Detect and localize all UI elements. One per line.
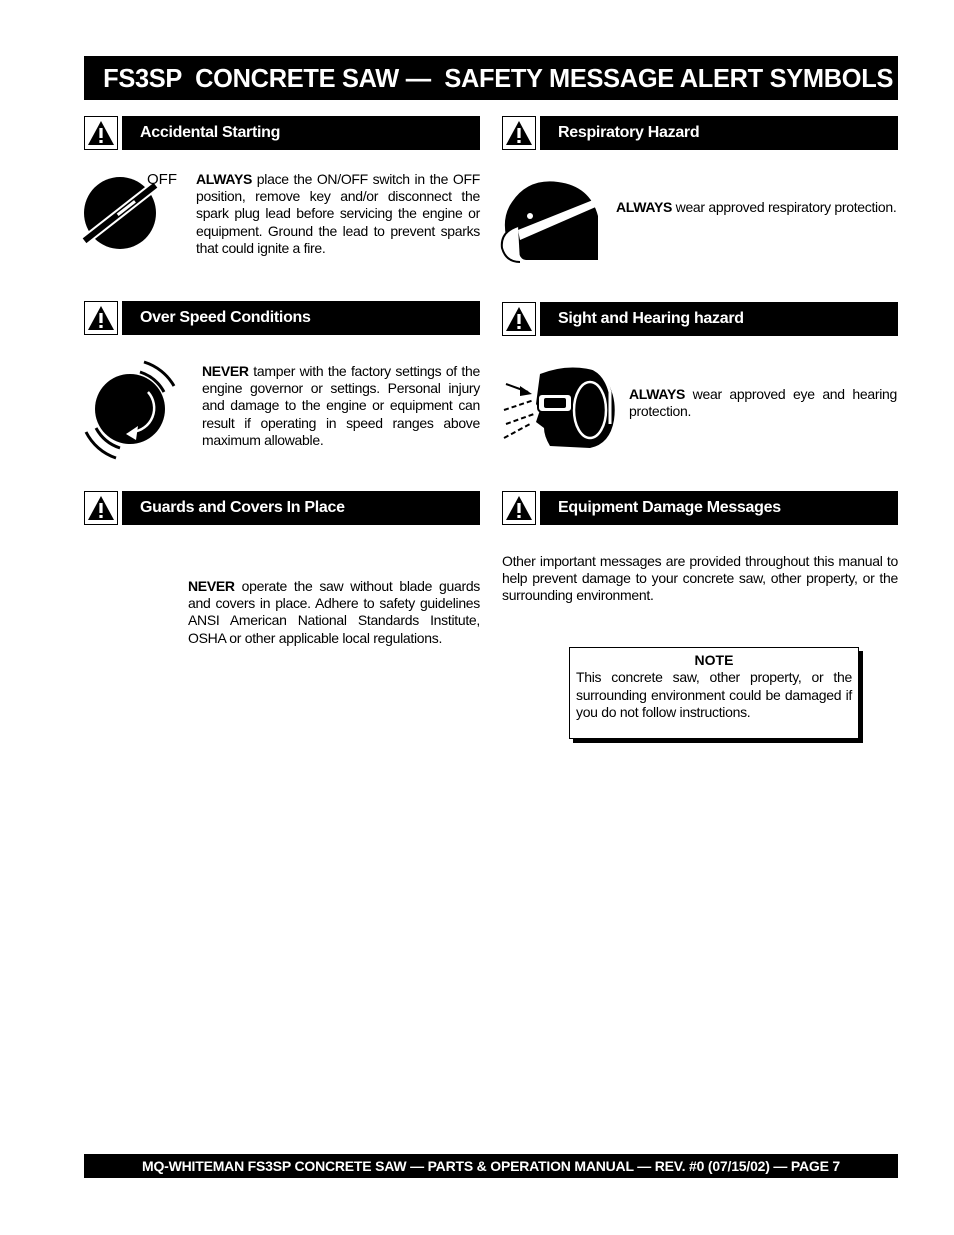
eye-ear-protection-icon: [500, 362, 620, 452]
accidental-starting-text: [196, 171, 480, 257]
section-heading: Sight and Hearing hazard: [540, 302, 898, 336]
note-box: [569, 647, 859, 739]
warning-triangle-icon: [84, 301, 118, 335]
section-header-equipment-damage: [502, 491, 898, 525]
section-heading: Respiratory Hazard: [540, 116, 898, 150]
section-heading: Guards and Covers In Place: [122, 491, 480, 525]
body-text: wear approved eye and hearing protection.: [629, 386, 897, 420]
note-body: This concrete saw, other property, or the surrounding environment could be damaged if you do not follow instructions.: [576, 669, 852, 720]
section-heading: Equipment Damage Messages: [540, 491, 898, 525]
respirator-icon: [498, 176, 604, 266]
section-header-guards-covers: [84, 491, 480, 525]
equipment-damage-text: Other important messages are provided throughout this manual to help prevent damage to your concrete saw, other property, or the surrounding environment.: [502, 553, 898, 604]
speed-dial-icon: [82, 354, 182, 462]
body-text: tamper with the factory settings of the engine governor or settings. Personal injury and damage to the engine or equipment can result if operating in speed ranges above maximum allowable.: [202, 363, 480, 448]
page-footer: MQ-WHITEMAN FS3SP CONCRETE SAW — PARTS & OPERATION MANUAL — REV. #0 (07/15/02) — PAGE 7: [84, 1154, 898, 1178]
lead-word: ALWAYS: [616, 199, 673, 215]
over-speed-text: [202, 363, 480, 449]
sight-hearing-text: [629, 386, 897, 420]
section-header-accidental-starting: [84, 116, 480, 150]
note-title: NOTE: [694, 652, 734, 668]
off-label: OFF: [147, 171, 177, 188]
section-heading: Accidental Starting: [122, 116, 480, 150]
page-title: [84, 56, 898, 100]
lead-word: NEVER: [202, 363, 249, 379]
section-header-respiratory-hazard: [502, 116, 898, 150]
body-text: wear approved respiratory protection.: [672, 199, 897, 215]
section-header-over-speed: [84, 301, 480, 335]
section-heading: Over Speed Conditions: [122, 301, 480, 335]
warning-triangle-icon: [502, 491, 536, 525]
guards-covers-text: [188, 578, 480, 647]
lead-word: ALWAYS: [629, 386, 686, 402]
section-header-sight-hearing: [502, 302, 898, 336]
lead-word: NEVER: [188, 578, 235, 594]
body-text: place the ON/OFF switch in the OFF position, remove key and/or disconnect the spark plug lead before servicing the engine or equipment. Ground the lead to prevent sparks that could ignite a fire.: [196, 171, 480, 256]
warning-triangle-icon: [502, 302, 536, 336]
body-text: operate the saw without blade guards and covers in place. Adhere to safety guidelines ANSI American National Standards Institute, OSHA or other applicable local regulations.: [188, 578, 480, 646]
warning-triangle-icon: [84, 116, 118, 150]
respiratory-text: [616, 199, 898, 216]
warning-triangle-icon: [502, 116, 536, 150]
warning-triangle-icon: [84, 491, 118, 525]
page-title-text: FS3SP CONCRETE SAW — SAFETY MESSAGE ALERT SYMBOLS: [103, 63, 894, 93]
lead-word: ALWAYS: [196, 171, 253, 187]
